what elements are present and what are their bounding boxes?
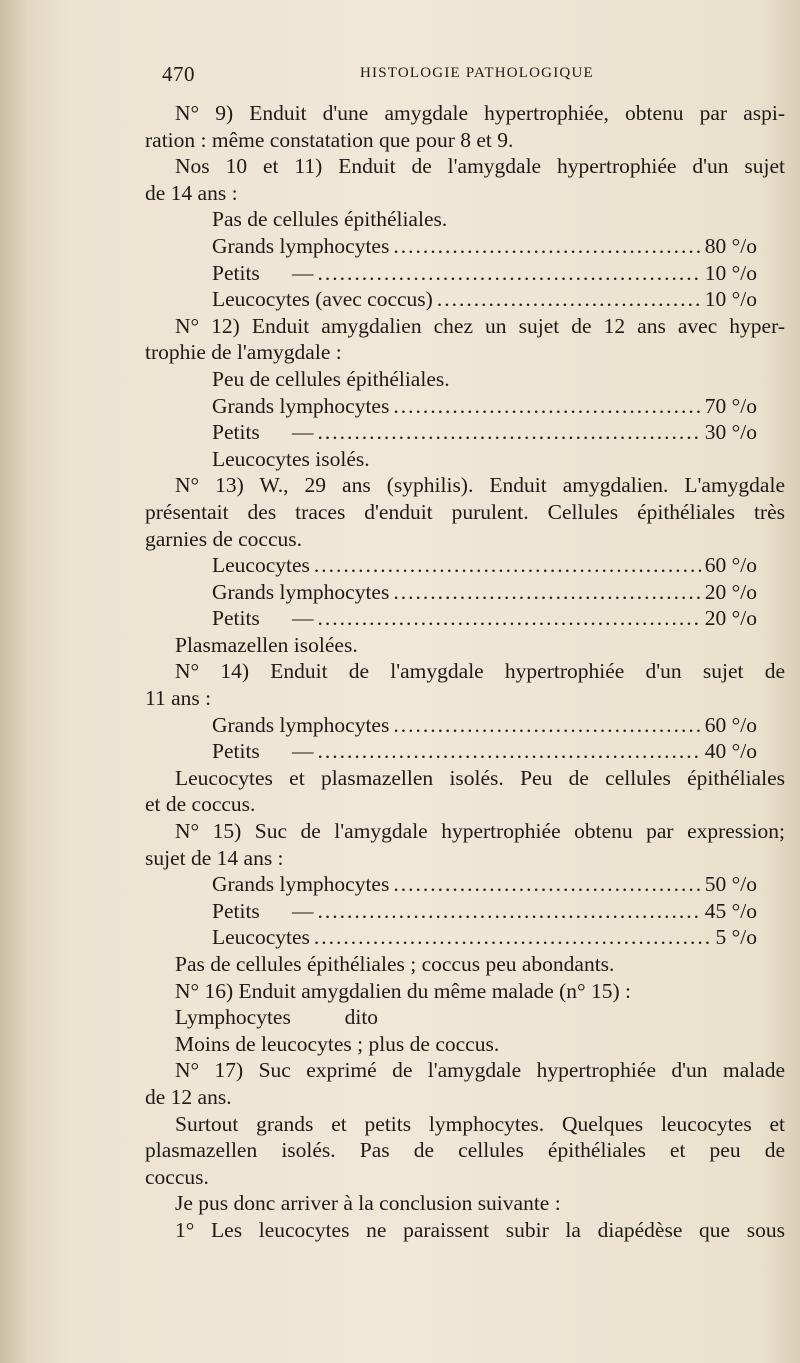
percentage: 20 °/o <box>704 579 757 604</box>
cell-type-label: Grands lymphocytes <box>212 233 390 258</box>
cell-type-label: Grands lymphocytes <box>212 393 390 418</box>
cell-type-label: Petits — <box>212 606 314 631</box>
percentage: 50 °/o <box>704 872 757 897</box>
count-row <box>145 579 757 606</box>
text-line: coccus. <box>145 1164 209 1189</box>
page-header <box>140 62 780 92</box>
percentage: 30 °/o <box>704 420 757 445</box>
count-row <box>145 898 757 925</box>
text-line: N° 14) Enduit de l'amygdale hypertrophiée d'un sujet de <box>175 659 785 684</box>
text-line: 11 ans : <box>145 686 212 711</box>
text-line: ration : même constatation que pour 8 et 9. <box>145 127 514 152</box>
text-line: Peu de cellules épithéliales. <box>212 366 450 391</box>
dot-leader <box>318 260 701 287</box>
text-line: sujet de 14 ans : <box>145 845 284 870</box>
percentage: 60 °/o <box>704 712 757 737</box>
text-line: trophie de l'amygdale : <box>145 340 342 365</box>
text-line: Nos 10 et 11) Enduit de l'amygdale hypertrophiée d'un sujet <box>175 154 785 179</box>
cell-type-label: Grands lymphocytes <box>212 872 390 897</box>
dot-leader <box>318 898 701 925</box>
percentage: 20 °/o <box>704 606 757 631</box>
cell-type-label: Leucocytes <box>212 925 310 950</box>
count-row <box>145 738 757 765</box>
dot-leader <box>314 924 712 951</box>
dot-leader <box>318 605 701 632</box>
cell-type-label: Grands lymphocytes <box>212 579 390 604</box>
count-row <box>145 233 757 260</box>
text-line: N° 15) Suc de l'amygdale hypertrophiée obtenu par expression; <box>175 819 785 844</box>
cell-type-label: Grands lymphocytes <box>212 712 390 737</box>
text-line: Leucocytes isolés. <box>212 446 370 471</box>
text-line: présentait des traces d'enduit purulent. Cellules épithéliales très <box>145 499 785 524</box>
text-line: garnies de coccus. <box>145 526 302 551</box>
percentage: 45 °/o <box>704 898 757 923</box>
cell-type-label: Leucocytes <box>212 553 310 578</box>
cell-type-label: Petits — <box>212 898 314 923</box>
text-line: N° 16) Enduit amygdalien du même malade (n° 15) : <box>175 978 632 1003</box>
count-row <box>145 871 757 898</box>
dot-leader <box>393 871 700 898</box>
text-line: Leucocytes et plasmazellen isolés. Peu de cellules épithéliales <box>175 765 785 790</box>
cell-type-label: Petits — <box>212 739 314 764</box>
percentage: 10 °/o <box>704 287 757 312</box>
text-line: N° 13) W., 29 ans (syphilis). Enduit amygdalien. L'amygdale <box>175 473 785 498</box>
text-line: N° 17) Suc exprimé de l'amygdale hypertrophiée d'un malade <box>175 1058 785 1083</box>
text-line: de 12 ans. <box>145 1084 232 1109</box>
text-line: plasmazellen isolés. Pas de cellules épithéliales et peu de <box>145 1138 785 1163</box>
dot-leader <box>393 393 700 420</box>
dot-leader <box>314 552 701 579</box>
text-line: N° 9) Enduit d'une amygdale hypertrophiée, obtenu par aspi- <box>175 101 785 125</box>
text-line: Pas de cellules épithéliales ; coccus peu abondants. <box>175 952 615 976</box>
count-row <box>145 393 757 420</box>
text-line: 1° Les leucocytes ne paraissent subir la diapédèse que sous <box>175 1217 785 1242</box>
dot-leader <box>437 286 701 313</box>
text-line: N° 12) Enduit amygdalien chez un sujet de 12 ans avec hyper- <box>175 313 785 338</box>
dot-leader <box>393 579 700 606</box>
page-number: 470 <box>162 62 195 86</box>
percentage: 40 °/o <box>704 739 757 764</box>
text-line: et de coccus. <box>145 792 256 817</box>
text-line: Lymphocytes dito <box>175 1005 379 1030</box>
count-row <box>145 552 757 579</box>
percentage: 5 °/o <box>715 925 757 950</box>
text-line: Pas de cellules épithéliales. <box>212 207 448 232</box>
running-head: HISTOLOGIE PATHOLOGIQUE <box>360 65 594 81</box>
percentage: 80 °/o <box>704 233 757 258</box>
dot-leader <box>318 738 701 765</box>
percentage: 60 °/o <box>704 553 757 578</box>
cell-type-label: Petits — <box>212 260 314 285</box>
text-line: Je pus donc arriver à la conclusion suivante : <box>175 1191 561 1216</box>
count-row <box>145 924 757 951</box>
text-line: Moins de leucocytes ; plus de coccus. <box>175 1031 500 1056</box>
cell-type-label: Petits — <box>212 420 314 445</box>
dot-leader <box>318 419 701 446</box>
percentage: 10 °/o <box>704 260 757 285</box>
count-row <box>145 605 757 632</box>
text-line: Surtout grands et petits lymphocytes. Quelques leucocytes et <box>175 1111 785 1136</box>
dot-leader <box>393 233 700 260</box>
dot-leader <box>393 712 700 739</box>
count-row <box>145 260 757 287</box>
count-row <box>145 712 757 739</box>
percentage: 70 °/o <box>704 393 757 418</box>
count-row <box>145 286 757 313</box>
cell-type-label: Leucocytes (avec coccus) <box>212 287 433 312</box>
page-body <box>145 100 785 1244</box>
text-line: de 14 ans : <box>145 180 238 205</box>
count-row <box>145 419 757 446</box>
text-line: Plasmazellen isolées. <box>175 632 358 657</box>
